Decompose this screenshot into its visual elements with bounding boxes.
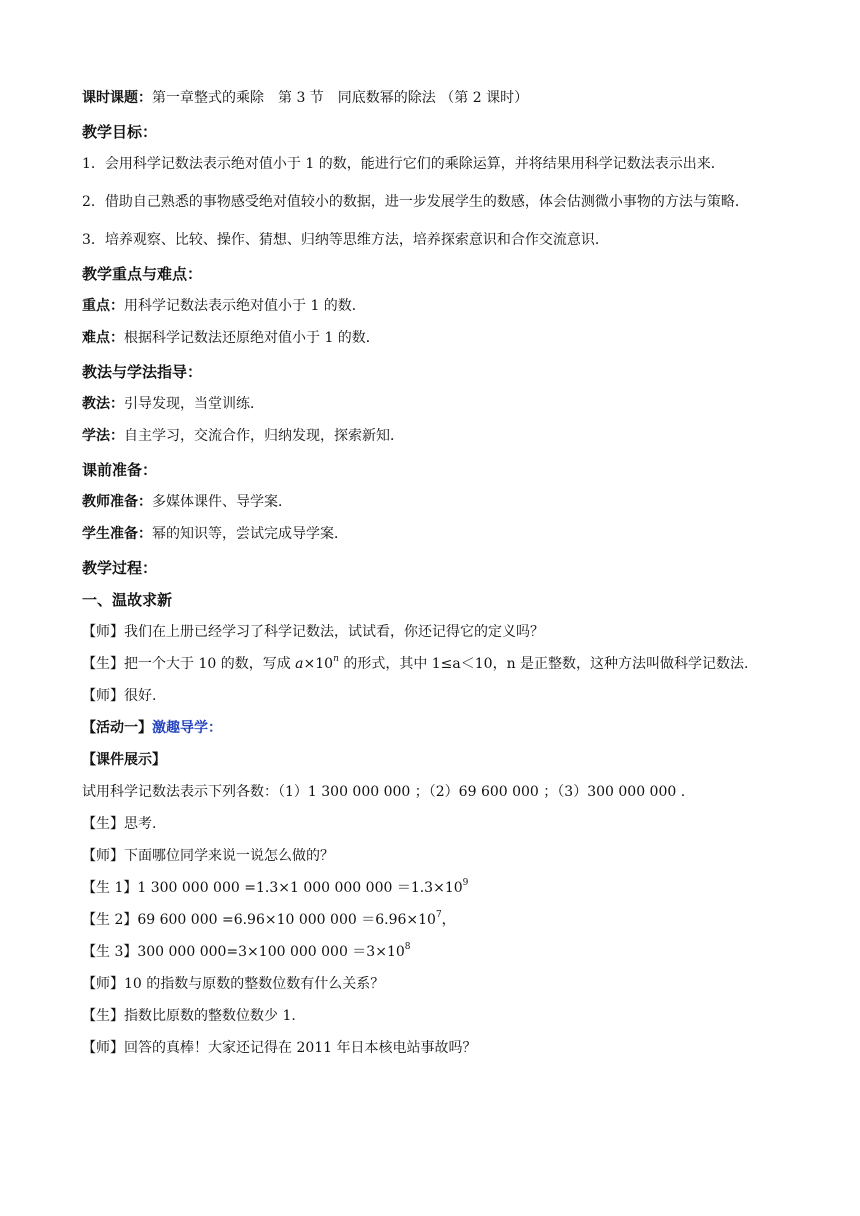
teacher-prep-label: 教师准备： <box>82 494 152 510</box>
difficulty-line <box>82 328 782 348</box>
teacher-prep-value: 多媒体课件、导学案． <box>152 494 292 510</box>
courseware-label: 【课件展示】 <box>82 752 166 768</box>
definition-text-start: 【生】把一个大于 10 的数，写成 <box>82 656 291 672</box>
formula-exponent: n <box>333 654 339 665</box>
dialogue-line-7: 【师】10 的指数与原数的整数位数有什么关系？ <box>82 976 385 992</box>
lesson-title-line <box>82 88 782 108</box>
key-difficulty-heading: 教学重点与难点： <box>82 265 203 283</box>
teaching-method-line <box>82 394 782 414</box>
teaching-method-label: 教法： <box>82 396 124 412</box>
dialogue-line-1: 【师】我们在上册已经学习了科学记数法，试试看，你还记得它的定义吗？ <box>82 624 544 640</box>
formula-variable: a <box>295 656 304 672</box>
section-1-heading: 一、温故求新 <box>82 591 173 609</box>
process-heading: 教学过程： <box>82 559 158 577</box>
goal-1: 1．会用科学记数法表示绝对值小于 1 的数，能进行它们的乘除运算，并将结果用科学记数法表示出来． <box>82 156 725 172</box>
learning-method-label: 学法： <box>82 428 124 444</box>
preparation-heading: 课前准备： <box>82 461 158 479</box>
student-1-answer <box>82 878 782 898</box>
key-point-label: 重点： <box>82 298 124 314</box>
activity-label: 【活动一】 <box>82 720 152 736</box>
lesson-title-label: 课时课题： <box>82 90 152 106</box>
activity-line <box>82 718 782 738</box>
student-prep-value: 幂的知识等，尝试完成导学案． <box>152 526 348 542</box>
goal-3: 3．培养观察、比较、操作、猜想、归纳等思维方法，培养探索意识和合作交流意识． <box>82 232 609 248</box>
student-2-answer <box>82 910 782 930</box>
student-prep-label: 学生准备： <box>82 526 152 542</box>
student-2-tail: ， <box>441 912 456 928</box>
difficulty-label: 难点： <box>82 330 124 346</box>
dialogue-line-9: 【师】回答的真棒！大家还记得在 2011 年日本核电站事故吗？ <box>82 1040 477 1056</box>
method-heading: 教法与学法指导： <box>82 363 203 381</box>
formula-times: ×10 <box>303 656 334 672</box>
student-3-exponent: 8 <box>404 942 411 953</box>
exercise-line: 试用科学记数法表示下列各数：（1）1 300 000 000 ；（2）69 600 000 ；（3）300 000 000 . <box>82 784 686 800</box>
activity-name: 激趣导学： <box>152 720 222 736</box>
student-1-text: 【生 1】1 300 000 000 =1.3×1 000 000 000 ＝1.3×10 <box>82 880 463 896</box>
document-page <box>82 88 782 1058</box>
learning-method-value: 自主学习，交流合作，归纳发现，探索新知． <box>124 428 404 444</box>
student-3-text: 【生 3】300 000 000=3×100 000 000 ＝3×10 <box>82 944 405 960</box>
key-point-line <box>82 296 782 316</box>
dialogue-line-3: 【师】很好. <box>82 688 157 704</box>
definition-text-end: 的形式，其中 1≤a＜10，n 是正整数，这种方法叫做科学记数法. <box>338 656 749 672</box>
lesson-title-value: 第一章整式的乘除 第 3 节 同底数幂的除法 （第 2 课时） <box>152 90 529 106</box>
difficulty-value: 根据科学记数法还原绝对值小于 1 的数． <box>124 330 380 346</box>
dialogue-line-8: 【生】指数比原数的整数位数少 1. <box>82 1008 296 1024</box>
dialogue-line-6: 【师】下面哪位同学来说一说怎么做的？ <box>82 848 334 864</box>
teaching-method-value: 引导发现，当堂训练． <box>124 396 264 412</box>
learning-method-line <box>82 426 782 446</box>
dialogue-line-5: 【生】思考. <box>82 816 157 832</box>
goal-2: 2．借助自己熟悉的事物感受绝对值较小的数据，进一步发展学生的数感，体会估测微小事物的方法与策略． <box>82 194 749 210</box>
student-2-exponent: 7 <box>435 910 442 921</box>
student-prep-line <box>82 524 782 544</box>
goals-heading: 教学目标： <box>82 123 158 141</box>
key-point-value: 用科学记数法表示绝对值小于 1 的数． <box>124 298 366 314</box>
student-3-answer <box>82 942 782 962</box>
student-2-text: 【生 2】69 600 000 =6.96×10 000 000 ＝6.96×10 <box>82 912 436 928</box>
dialogue-line-2 <box>82 654 782 674</box>
student-1-exponent: 9 <box>462 878 469 889</box>
teacher-prep-line <box>82 492 782 512</box>
